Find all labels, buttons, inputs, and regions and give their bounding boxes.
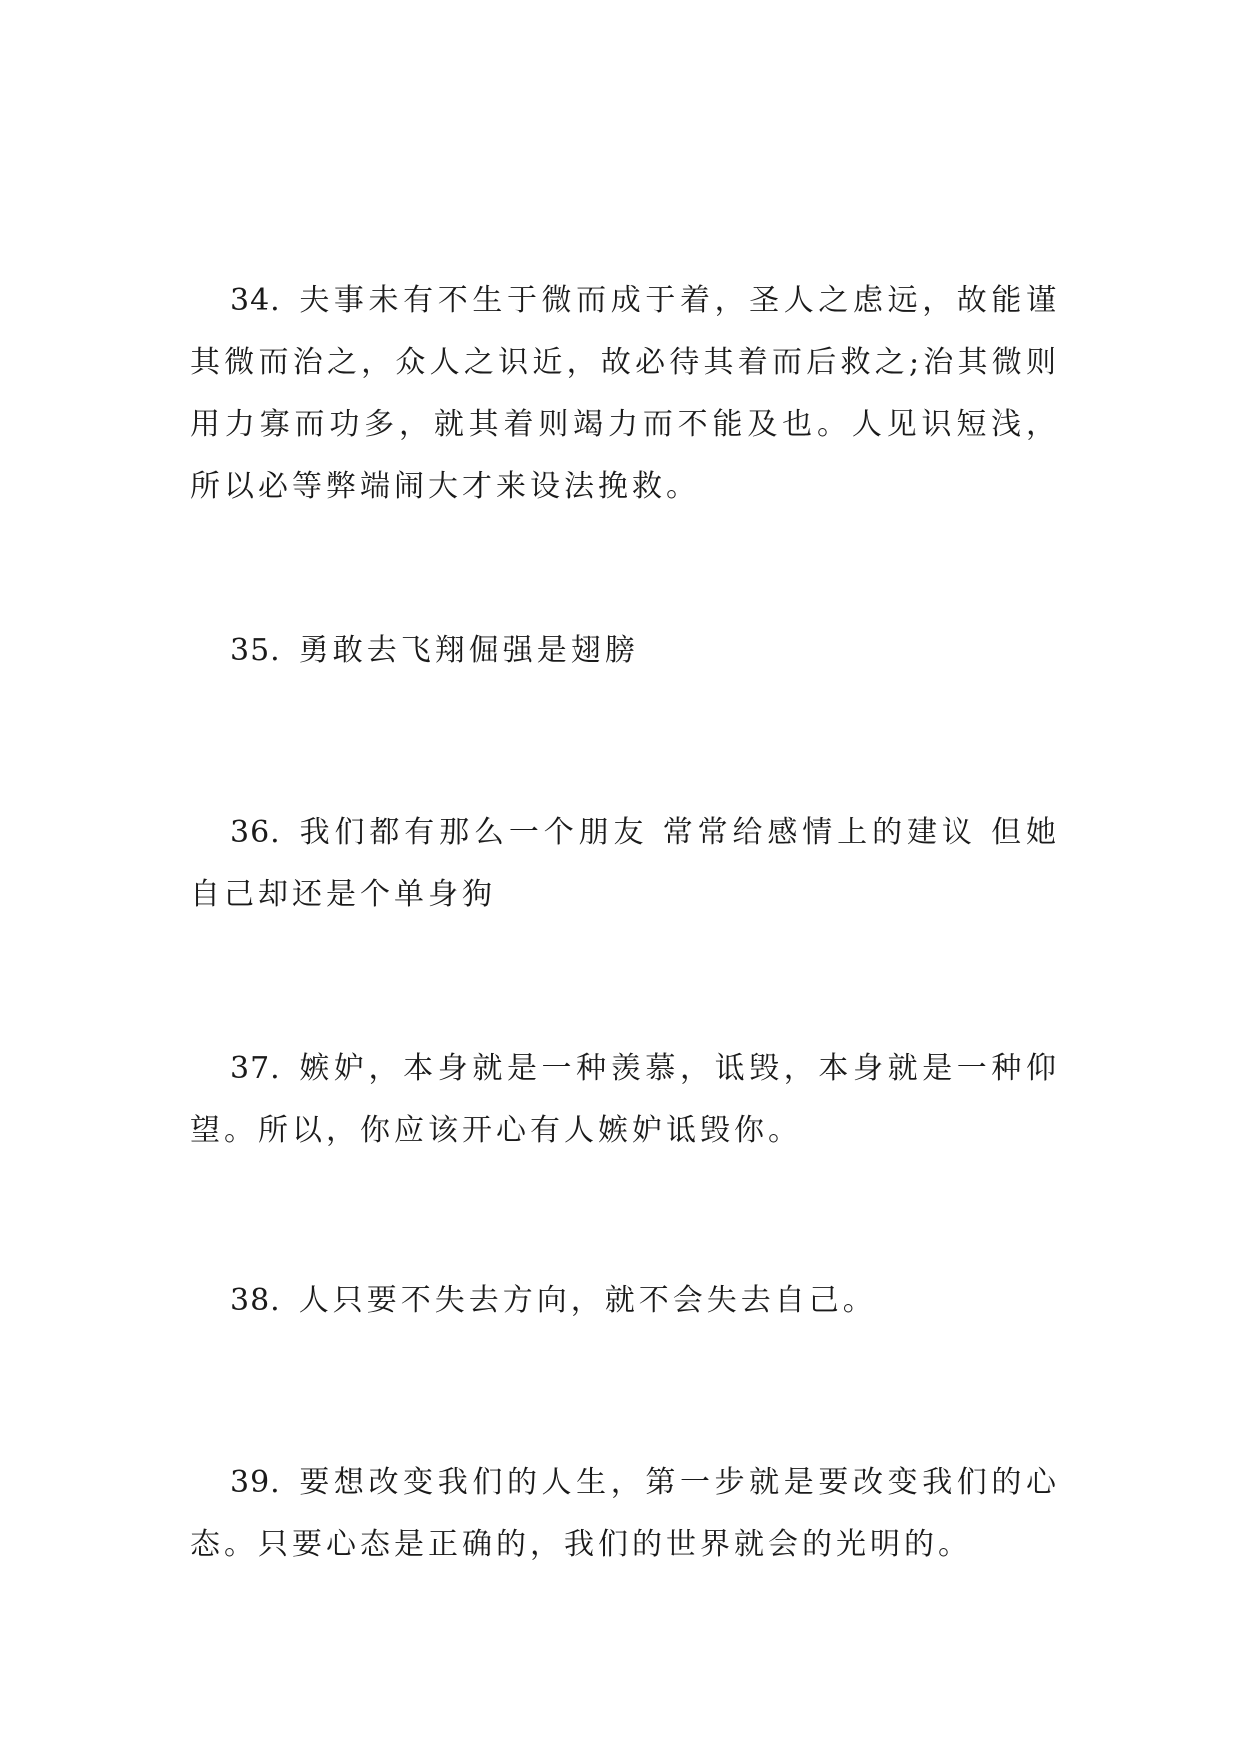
item-text: 嫉妒，本身就是一种羡慕，诋毁，本身就是一种仰望。所以，你应该开心有人嫉妒诋毁你。	[190, 1051, 1060, 1148]
item-number: 38.	[230, 1283, 281, 1318]
item-number: 39.	[230, 1465, 281, 1500]
item-text: 夫事未有不生于微而成于着，圣人之虑远，故能谨其微而治之，众人之识近，故必待其着而后救之;治其微则用力寡而功多，就其着则竭力而不能及也。人见识短浅，所以必等弊端闹大才来设法挽救。	[190, 283, 1060, 504]
item-text: 我们都有那么一个朋友 常常给感情上的建议 但她自己却还是个单身狗	[190, 815, 1060, 912]
quote-paragraph-37	[190, 1038, 1060, 1162]
quote-paragraph-36	[190, 802, 1060, 926]
quote-paragraph-38	[190, 1270, 1060, 1332]
quote-paragraph-39	[190, 1452, 1060, 1576]
item-number: 37.	[230, 1051, 281, 1086]
item-text: 勇敢去飞翔倔强是翅膀	[298, 633, 639, 668]
quote-paragraph-34	[190, 270, 1060, 518]
quote-paragraph-35	[190, 620, 1060, 682]
item-text: 要想改变我们的人生，第一步就是要改变我们的心态。只要心态是正确的，我们的世界就会的光明的。	[190, 1465, 1060, 1562]
item-number: 34.	[230, 283, 281, 318]
item-number: 35.	[230, 633, 281, 668]
item-text: 人只要不失去方向，就不会失去自己。	[298, 1283, 877, 1318]
item-number: 36.	[230, 815, 281, 850]
